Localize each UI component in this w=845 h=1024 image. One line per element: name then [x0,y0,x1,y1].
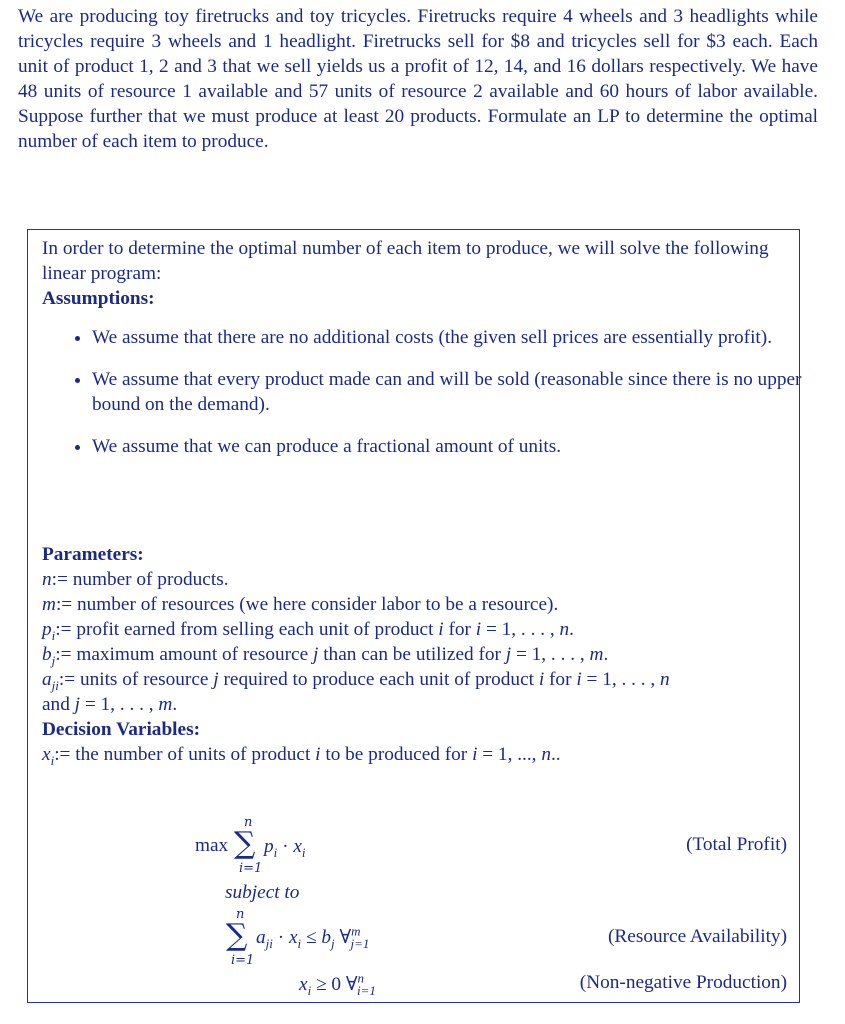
subject-to: subject to [225,882,300,903]
decision-section [42,717,792,767]
parameters-section [42,542,792,717]
assumption-item: • We assume that there are no additional costs (the given sell prices are essentially profit). [92,325,816,350]
decision-heading: Decision Variables: [42,719,201,740]
param-m: m:= number of resources (we here consider labor to be a resource). [42,594,559,615]
parameters-heading: Parameters: [42,544,144,565]
problem-statement: We are producing toy firetrucks and toy tricycles. Firetrucks require 4 wheels and 3 headlights while tricycles require 3 wheels and 1 headlight. Firetrucks sell for $8 and tricycles sell for $3 each. Each unit of product 1, 2 and 3 that we sell yields us a profit of 12, 14, and 16 dollars respectively. We have 48 units of resource 1 available and 57 units of resource 2 available and 60 hours of labor available. Suppose further that we must produce at least 20 products. Formulate an LP to determine the optimal number of each item to produce. [18,6,818,152]
param-n: n:= number of products. [42,569,229,590]
param-a: $a_{ji}:=$ units of resource j required to produce each unit of product i for i = 1, . . . , n [42,669,670,693]
constraint-nonneg-label: (Non-negative Production) [579,972,787,993]
objective-label: (Total Profit) [686,834,787,855]
param-p: $p_i:=$ profit earned from selling each unit of product i for i = 1, . . . , n. [42,619,574,643]
assumption-item: • We assume that every product made can and will be sold (reasonable since there is no upper bound on the demand). [92,367,816,417]
assumptions-list [54,325,816,476]
param-b: $b_j:=$ maximum amount of resource j than can be utilized for j = 1, . . . , m. [42,644,609,668]
intro-text: In order to determine the optimal number of each item to produce, we will solve the following linear program: [42,238,769,284]
param-a-cont: and j = 1, . . . , m. [42,694,178,715]
decision-x: $x_i:=$ the number of units of product i to be produced for i = 1, ..., n.. [42,744,561,768]
solution-box: In order to determine the optimal number of each item to produce, we will solve the following linear program: Assumptions: • We assume that there are no additional costs (the given sell prices are essentially profit). • We assume that every product made can and will be sold (reasonable since there is no upper bound on the demand). • We assume that we can produce a fractional amount of units. Parameters: n:= number of products. m:= number of resources (we here consider labor to be a resource). $p_i:=$ profit earned from selling each unit of product i for i = 1, . . . , n. $b_j:=$ maximum amount of resource j than can be utilized for j = 1, . . . , m. $a_{ji}:=$ units of resource j required to produce each unit of product i for i = 1, . . . , n and j = 1, . . . , m. Decision Variables: $x_i:=$ the number of units of product i to be produced for i = 1, ..., n.. max n ∑ i=1 $p_i \cdot x_i$ (Total Profit) subject to n ∑ i=1 $a_{ji} \cdot x_i \le b_j$ ∀$^m_{j=1}$ (Resource Availability) $x_i \ge 0$ ∀$^n_{i=1}$ (Non-negative Production) [27,229,800,1003]
assumptions-heading: Assumptions: [42,288,155,309]
assumption-item: • We assume that we can produce a fractional amount of units. [92,434,816,459]
constraint-resource-label: (Resource Availability) [607,926,787,947]
